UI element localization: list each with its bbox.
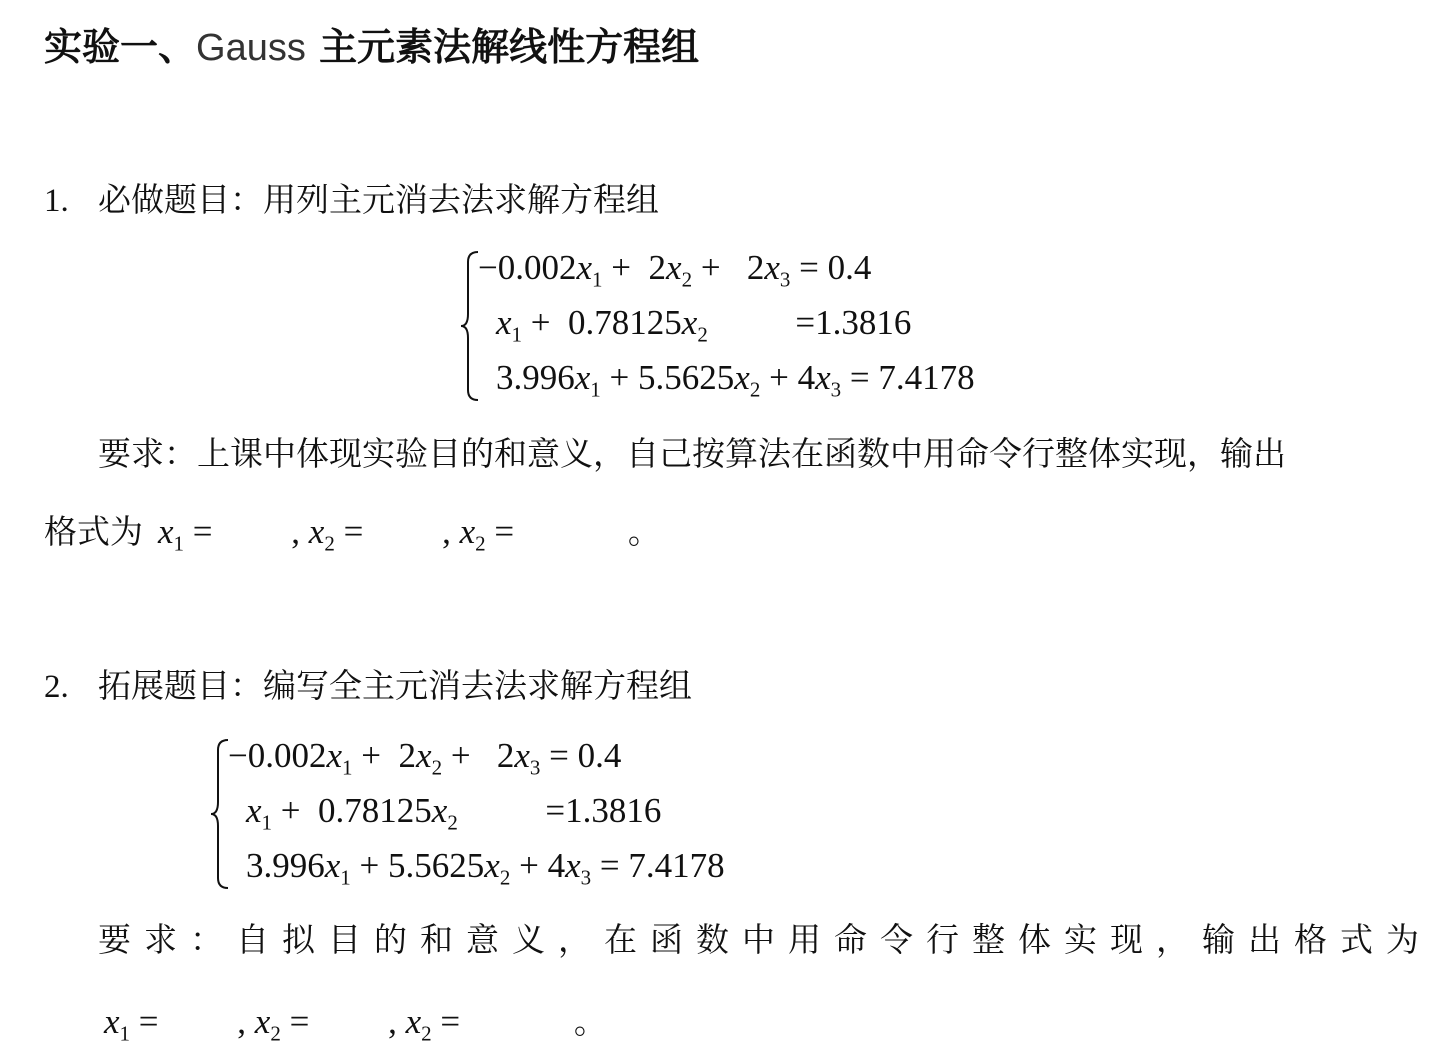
section1-output-format: $x_1$ = , $x_2$ = , $x_2$ = 。 <box>158 512 661 556</box>
section2-heading-text: 拓展题目：编写全主元消去法求解方程组 <box>98 666 692 705</box>
title-latin: Gauss <box>196 27 306 69</box>
section1-number: 1. <box>44 183 69 219</box>
section1-format-label: 格式为 <box>44 512 143 551</box>
section2-requirement-line1: 要求：自拟目的和意义，在函数中用命令行整体实现，输出格式为 <box>98 920 1432 959</box>
title-prefix: 实验一、 <box>44 25 197 69</box>
section1-equation-system <box>458 248 998 404</box>
section2-equation-3: $3.996x_1 + 5.5625x_2 + 4x_3 = 7.4178$ <box>246 846 725 890</box>
section1-requirement-line2 <box>44 512 143 552</box>
section2-heading <box>44 666 692 707</box>
section1-equation-3: $3.996x_1 + 5.5625x_2 + 4x_3 = 7.4178$ <box>496 358 975 402</box>
section1-heading <box>44 180 659 221</box>
section2-equation-system <box>208 736 748 892</box>
section2-equation-2: $x_1 + 0.78125x_2$ =1.3816 <box>246 791 662 835</box>
section2-equation-1: $-0.002x_1 + 2x_2 + 2x_3 = 0.4$ <box>228 736 622 780</box>
page-title <box>44 22 699 73</box>
section1-requirement-line1: 要求：上课中体现实验目的和意义，自己按算法在函数中用命令行整体实现，输出 <box>98 434 1286 473</box>
section1-equation-2: $x_1 + 0.78125x_2$ =1.3816 <box>496 303 912 347</box>
section1-heading-text: 必做题目：用列主元消去法求解方程组 <box>98 180 659 219</box>
section2-output-format: $x_1$ = , $x_2$ = , $x_2$ = 。 <box>104 1002 607 1046</box>
title-suffix: 主元素法解线性方程组 <box>305 25 700 69</box>
section2-number: 2. <box>44 669 69 705</box>
section1-equation-1: $-0.002x_1 + 2x_2 + 2x_3 = 0.4$ <box>478 248 872 292</box>
